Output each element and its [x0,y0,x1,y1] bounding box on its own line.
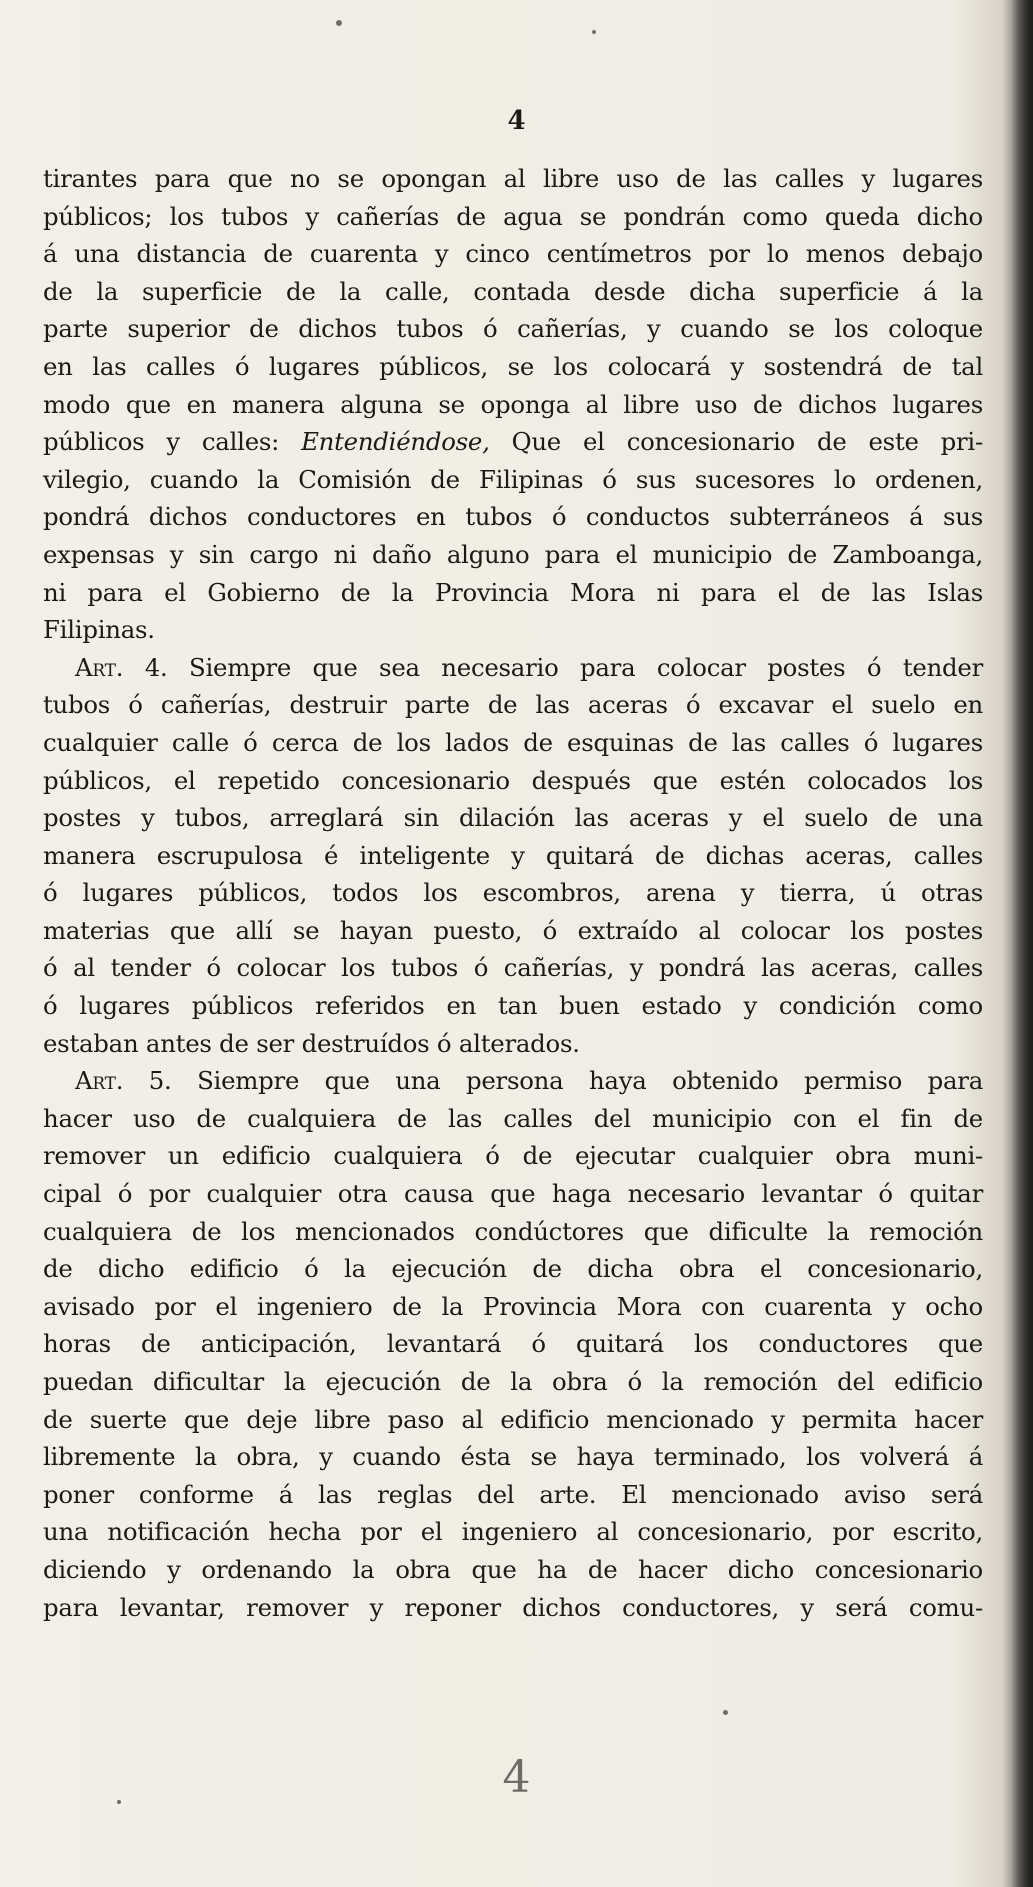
ink-speck [336,20,342,26]
text-line: para levantar, remover y reponer dichos conductores, y será comu- [43,1592,983,1622]
text-line: ó lugares públicos, todos los escombros, arena y tierra, ú otras [43,878,983,908]
text-line: pondrá dichos conductores en tubos ó conductos subterráneos á sus [43,502,983,532]
text-line: Filipinas. [43,615,155,645]
ink-speck [723,1710,728,1715]
text-line: vilegio, cuando la Comisión de Filipinas ó sus sucesores lo ordenen, [43,464,983,494]
line-text: 4. Siempre que sea necesario para colocar postes ó tender [123,652,983,682]
text-line: puedan dificultar la ejecución de la obra ó la remoción del edificio [43,1367,983,1396]
text-line: remover un edificio cualquiera ó de ejecutar cualquier obra muni- [43,1141,983,1171]
text-line: avisado por el ingeniero de la Provincia Mora con cuarenta y ocho [43,1291,983,1321]
body-text [43,160,983,1626]
ink-speck [592,30,596,34]
line-text: Que el concesionario de este pri- [489,427,983,457]
text-line [43,1062,983,1100]
text-line: de suerte que deje libre paso al edificio mencionado y permita hacer [43,1404,983,1434]
text-line: públicos, el repetido concesionario después que estén colocados los [43,765,983,795]
text-line: cualquiera de los mencionados condúctores que dificulte la remoción [43,1216,983,1246]
text-line: tubos ó cañerías, destruir parte de las aceras ó excavar el suelo en [43,690,983,720]
text-line: poner conforme á las reglas del arte. El mencionado aviso será [43,1479,983,1509]
text-line: públicos; los tubos y cañerías de agua se pondrán como queda dicho [43,201,983,231]
footer-page-mark: 4 [502,1752,531,1803]
text-line: en las calles ó lugares públicos, se los colocará y sostendrá de tal [43,351,983,381]
text-line: horas de anticipación, levantará ó quitará los conductores que [43,1329,983,1359]
text-line: materias que allí se hayan puesto, ó extraído al colocar los postes [43,915,983,945]
text-line: de dicho edificio ó la ejecución de dicha obra el concesionario, [43,1254,983,1284]
text-line: á una distancia de cuarenta y cinco centímetros por lo menos debajo [43,239,983,269]
text-line: libremente la obra, y cuando ésta se haya terminado, los volverá á [43,1442,983,1472]
article-label: Art. [75,652,124,682]
text-line: ó lugares públicos referidos en tan buen estado y condición como [43,991,983,1021]
text-line: diciendo y ordenando la obra que ha de hacer dicho concesionario [43,1554,983,1584]
emphasis-text: Entendiéndose, [301,427,490,457]
line-text: 5. Siempre que una persona haya obtenido permiso para [123,1066,983,1096]
text-line: una notificación hecha por el ingeniero al concesionario, por escrito, [43,1517,983,1547]
text-line: de la superficie de la calle, contada desde dicha superficie á la [43,276,983,306]
text-line [43,423,983,461]
text-line: expensas y sin cargo ni daño alguno para el municipio de Zamboanga, [43,539,983,569]
text-line [43,649,983,687]
text-line: tirantes para que no se opongan al libre uso de las calles y lugares [43,164,983,193]
text-line: ó al tender ó colocar los tubos ó cañerías, y pondrá las aceras, calles [43,953,983,983]
text-line: postes y tubos, arreglará sin dilación las aceras y el suelo de una [43,803,983,833]
line-text: públicos y calles: [43,427,302,457]
text-line: ni para el Gobierno de la Provincia Mora ni para el de las Islas [43,577,983,607]
text-line: manera escrupulosa é inteligente y quitará de dichas aceras, calles [43,840,983,870]
page-edge-shadow [1011,0,1033,1887]
article-label: Art. [75,1066,124,1096]
text-line: cualquier calle ó cerca de los lados de esquinas de las calles ó lugares [43,727,983,757]
text-line: cipal ó por cualquier otra causa que haga necesario levantar ó quitar [43,1179,983,1209]
text-line: hacer uso de cualquiera de las calles del municipio con el fin de [43,1103,983,1133]
text-line: estaban antes de ser destruídos ó alterados. [43,1028,580,1058]
text-line: modo que en manera alguna se oponga al libre uso de dichos lugares [43,389,983,419]
page-number: 4 [507,106,526,136]
text-line: parte superior de dichos tubos ó cañerías, y cuando se los coloque [43,314,983,344]
